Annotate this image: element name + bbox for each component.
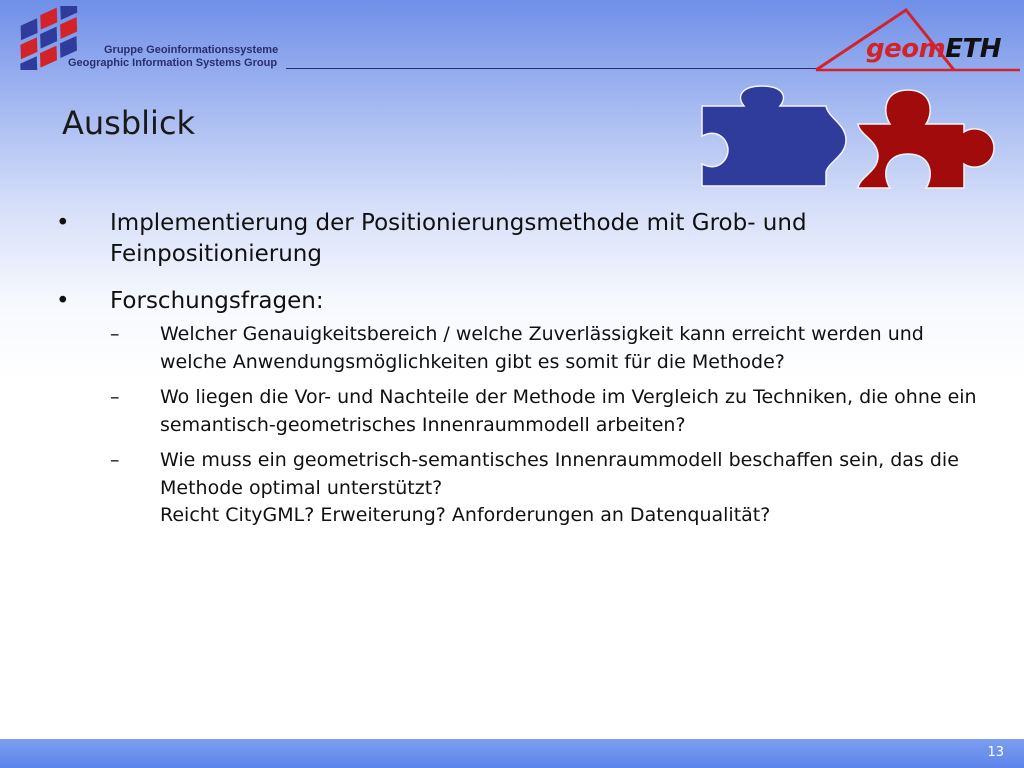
- logo-geom-text: geom: [866, 34, 946, 64]
- sub-bullet-list: [56, 321, 996, 530]
- group-title: [68, 44, 279, 70]
- bullet-item: [56, 208, 996, 270]
- logo-eth-text: ETH: [945, 34, 1001, 64]
- geometh-logo-text: [866, 34, 1001, 64]
- dash-icon: –: [110, 386, 120, 408]
- sub-bullet-text: Wo liegen die Vor- und Nachteile der Methode im Vergleich zu Techniken, die ohne ein semantisch-geometrisches Innenraummodell arbeiten?: [160, 386, 977, 436]
- header-divider: [286, 68, 816, 69]
- sub-bullet-item: [56, 447, 996, 530]
- bullet-icon: •: [56, 288, 70, 314]
- dash-icon: –: [110, 323, 120, 345]
- bullet-text: Implementierung der Positionierungsmethode mit Grob- und Feinpositionierung: [110, 210, 807, 267]
- dash-icon: –: [110, 449, 120, 471]
- sub-bullet-text: Welcher Genauigkeitsbereich / welche Zuverlässigkeit kann erreicht werden und welche Anwendungsmöglichkeiten gibt es somit für die Methode?: [160, 323, 924, 373]
- slide-content: [56, 208, 996, 538]
- group-title-line1: Gruppe Geoinformationssysteme: [104, 44, 279, 56]
- sub-bullet-item: [56, 384, 996, 439]
- bullet-item: [56, 286, 996, 317]
- slide-title: Ausblick: [62, 104, 196, 142]
- sub-bullet-text: Wie muss ein geometrisch-semantisches Innenraummodell beschaffen sein, das die Methode optimal unterstützt? Reicht CityGML? Erweiterung? Anforderungen an Datenqualität?: [160, 449, 959, 526]
- bullet-text: Forschungsfragen:: [110, 288, 324, 314]
- footer-bar: [0, 739, 1024, 768]
- group-title-line2: Geographic Information Systems Group: [68, 57, 278, 69]
- puzzle-pieces-icon: [700, 84, 996, 190]
- bullet-icon: •: [56, 210, 70, 236]
- page-number: 13: [987, 745, 1004, 760]
- sub-bullet-item: [56, 321, 996, 376]
